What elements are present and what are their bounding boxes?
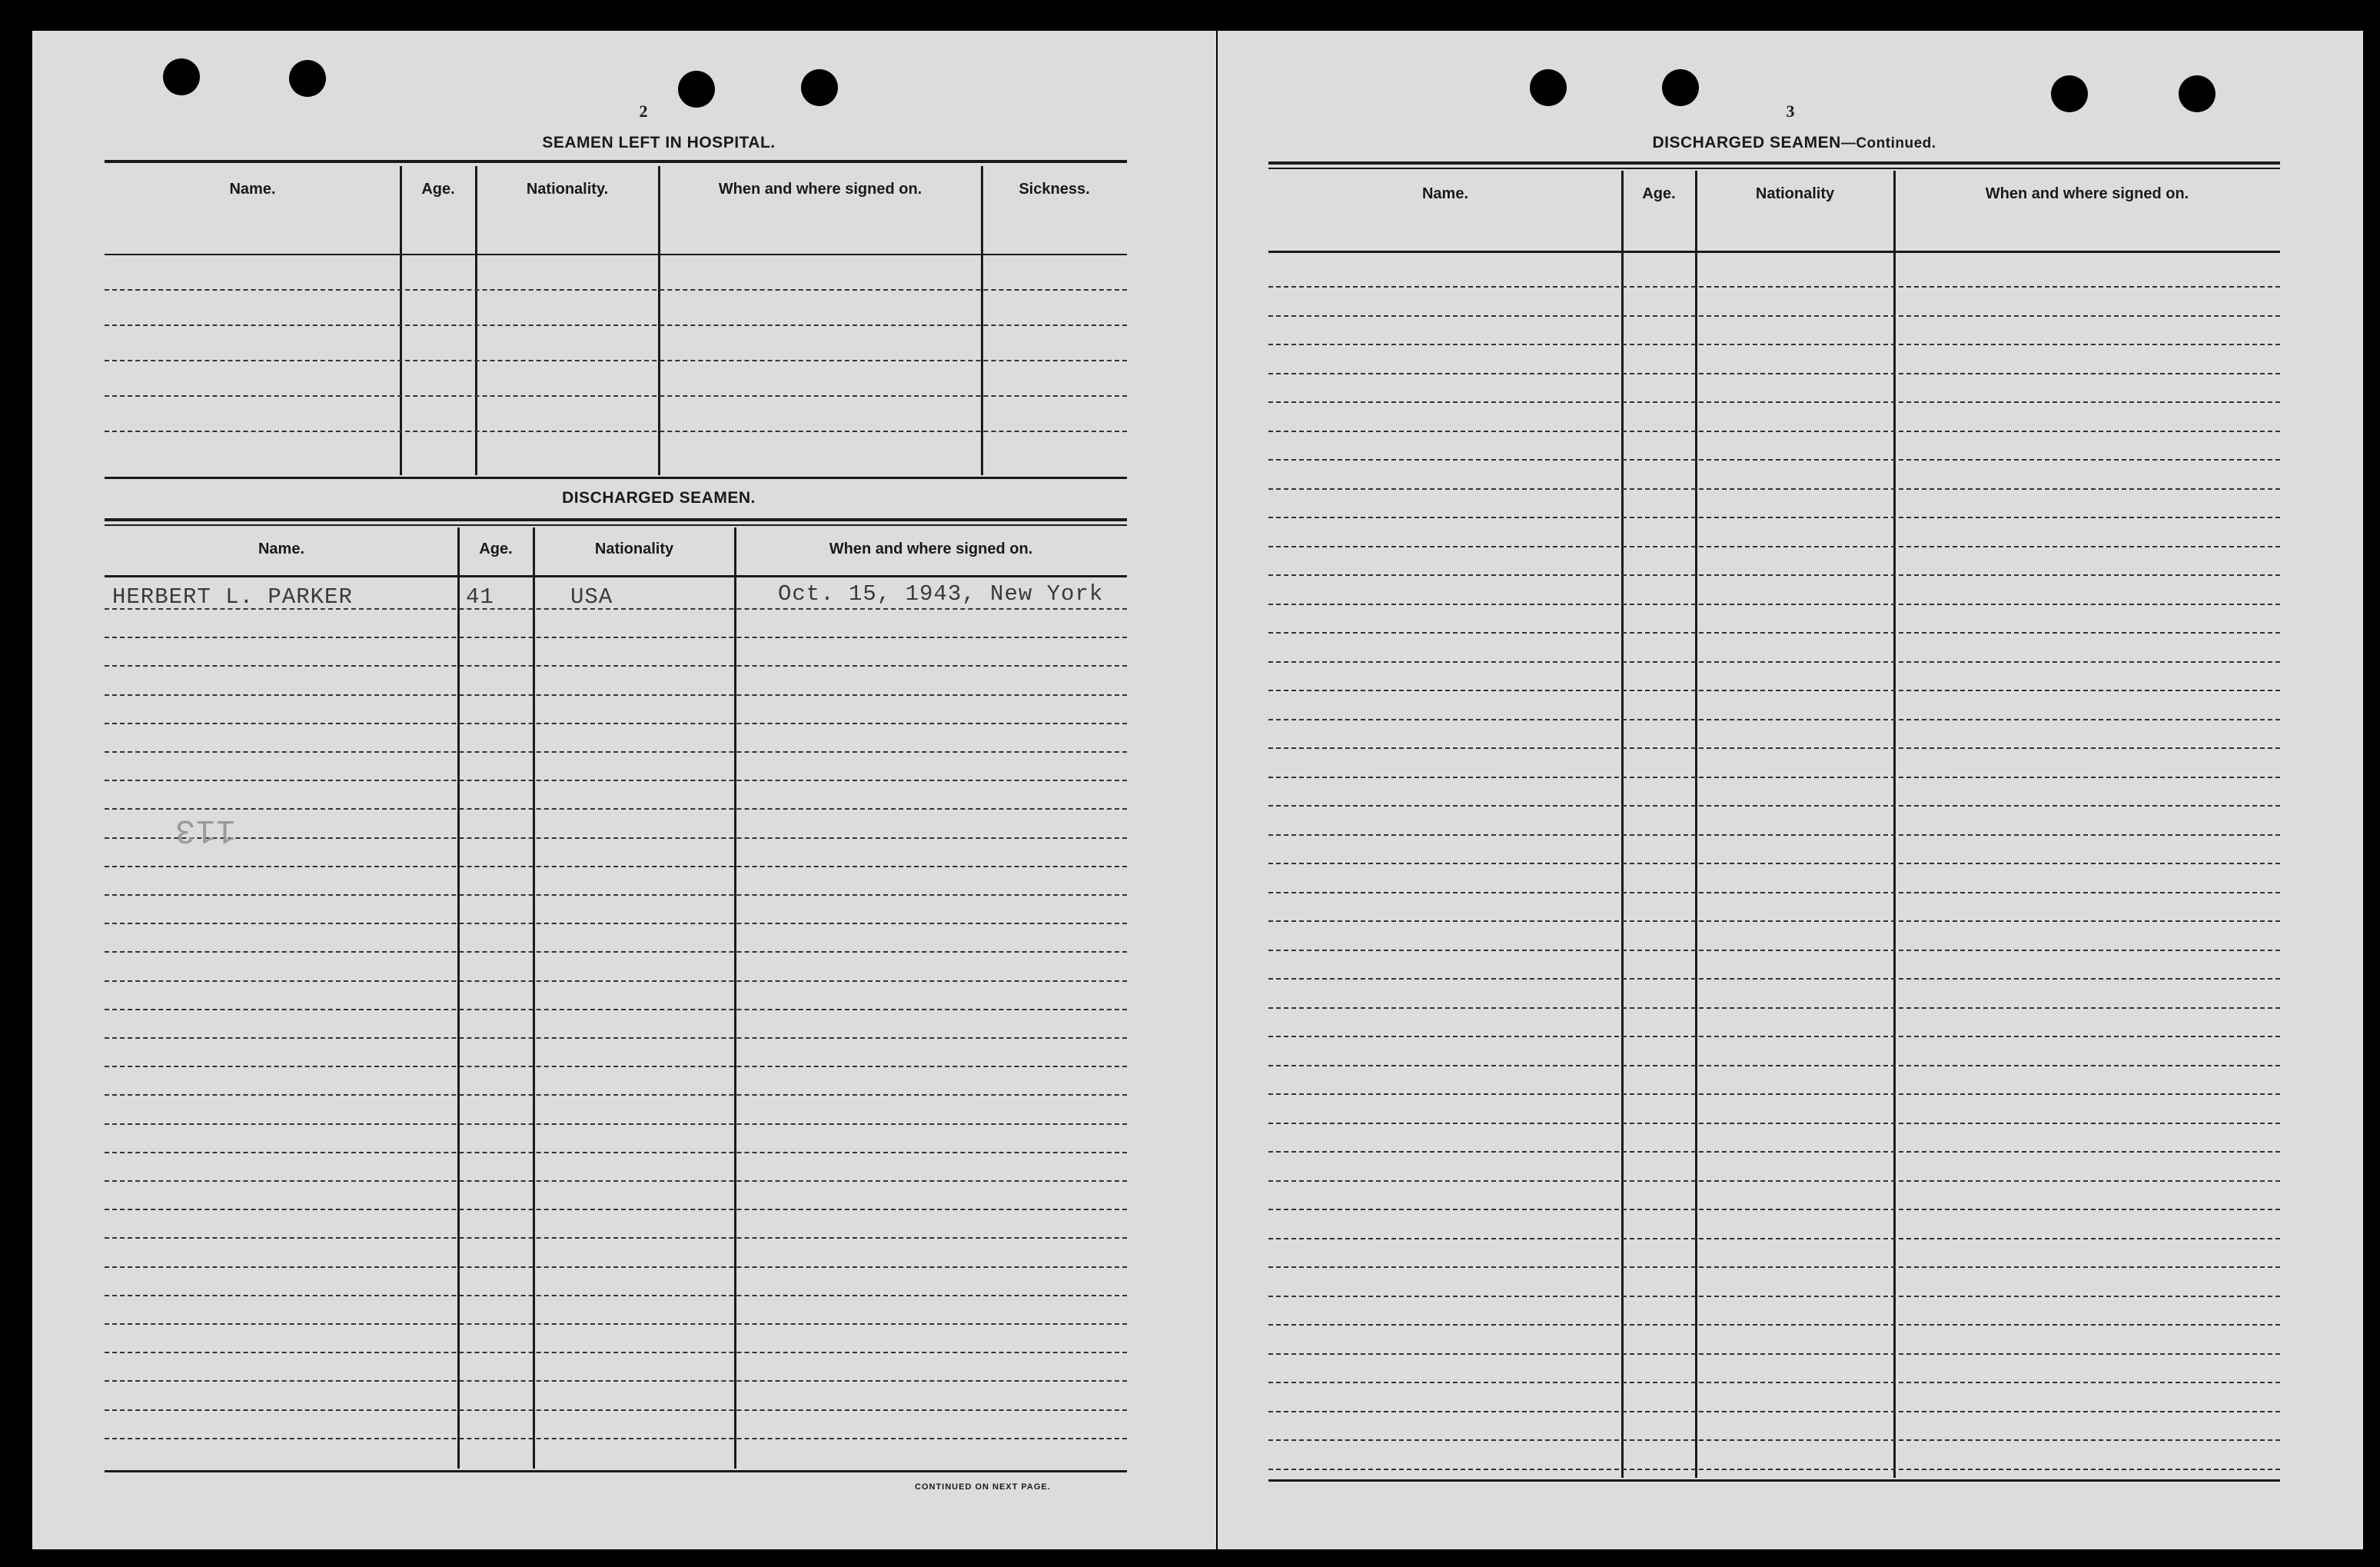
row-line bbox=[105, 289, 1127, 291]
cell-signed-on: Oct. 15, 1943, New York bbox=[778, 581, 1104, 607]
column-header-signed-on: When and where signed on. bbox=[718, 180, 922, 198]
row-line bbox=[105, 837, 1127, 839]
cell-nationality: USA bbox=[570, 584, 613, 610]
row-line bbox=[105, 980, 1127, 982]
row-line bbox=[1268, 373, 2280, 374]
row-line bbox=[1268, 690, 2280, 691]
column-divider bbox=[734, 527, 736, 1469]
bleed-through-mark: 113 bbox=[175, 810, 237, 849]
column-header-age: Age. bbox=[1642, 185, 1676, 202]
column-divider bbox=[457, 527, 460, 1469]
row-line bbox=[105, 1180, 1127, 1182]
punch-hole bbox=[1530, 69, 1567, 106]
continued-note: CONTINUED ON NEXT PAGE. bbox=[915, 1482, 1051, 1492]
row-line bbox=[105, 1009, 1127, 1010]
row-line bbox=[1268, 834, 2280, 836]
bottom-rule bbox=[105, 1470, 1127, 1472]
column-divider bbox=[1621, 171, 1624, 1478]
row-line bbox=[1268, 604, 2280, 605]
row-line bbox=[105, 808, 1127, 810]
row-line bbox=[1268, 286, 2280, 288]
top-rule bbox=[105, 518, 1127, 521]
column-divider bbox=[658, 166, 660, 475]
header-rule bbox=[105, 575, 1127, 577]
section-title-suffix: —Continued. bbox=[1840, 135, 1936, 151]
row-line bbox=[1268, 632, 2280, 634]
punch-hole bbox=[163, 58, 200, 95]
punch-hole bbox=[289, 60, 326, 97]
row-line bbox=[1268, 719, 2280, 720]
row-line bbox=[105, 923, 1127, 924]
row-line bbox=[1268, 661, 2280, 663]
section-title-text: DISCHARGED SEAMEN bbox=[1652, 134, 1841, 151]
column-divider bbox=[1893, 171, 1896, 1478]
row-line bbox=[1268, 315, 2280, 317]
bottom-rule bbox=[105, 477, 1127, 479]
punch-hole bbox=[1662, 69, 1699, 106]
row-line bbox=[1268, 1296, 2280, 1297]
column-header-age: Age. bbox=[479, 540, 513, 557]
row-line bbox=[105, 951, 1127, 953]
row-line bbox=[1268, 401, 2280, 403]
column-divider bbox=[400, 166, 402, 475]
row-line bbox=[1268, 488, 2280, 490]
bottom-rule bbox=[1268, 1479, 2280, 1482]
cell-name: HERBERT L. PARKER bbox=[112, 584, 353, 610]
row-line bbox=[105, 751, 1127, 753]
row-line bbox=[105, 723, 1127, 724]
row-line bbox=[105, 1295, 1127, 1296]
row-line bbox=[1268, 431, 2280, 432]
row-line bbox=[1268, 517, 2280, 518]
row-line bbox=[105, 360, 1127, 361]
row-line bbox=[105, 1438, 1127, 1439]
header-rule bbox=[1268, 251, 2280, 253]
column-header-name: Name. bbox=[229, 180, 276, 198]
page-number: 2 bbox=[639, 101, 648, 121]
row-line bbox=[1268, 863, 2280, 864]
row-line bbox=[105, 431, 1127, 432]
page-number: 3 bbox=[1786, 101, 1795, 121]
hospital-table-header bbox=[105, 166, 1127, 212]
row-line bbox=[1268, 344, 2280, 345]
left-page bbox=[32, 31, 1216, 1549]
row-line bbox=[1268, 574, 2280, 576]
section-title-discharged: DISCHARGED SEAMEN. bbox=[562, 489, 756, 507]
column-header-nationality: Nationality. bbox=[526, 180, 609, 198]
cell-age: 41 bbox=[466, 584, 494, 610]
row-line bbox=[1268, 1093, 2280, 1095]
row-line bbox=[1268, 805, 2280, 807]
row-line bbox=[105, 1409, 1127, 1411]
row-line bbox=[1268, 1324, 2280, 1326]
row-line bbox=[1268, 1065, 2280, 1066]
row-line bbox=[105, 1123, 1127, 1125]
row-line bbox=[105, 1066, 1127, 1067]
hospital-table bbox=[105, 166, 1127, 475]
column-header-name: Name. bbox=[258, 540, 305, 557]
row-line bbox=[1268, 892, 2280, 893]
row-line bbox=[1268, 1123, 2280, 1124]
row-line bbox=[1268, 1151, 2280, 1153]
row-line bbox=[1268, 950, 2280, 951]
discharged-table bbox=[105, 527, 1127, 1469]
top-rule bbox=[1268, 161, 2280, 165]
row-line bbox=[105, 780, 1127, 781]
row-line bbox=[105, 324, 1127, 326]
row-line bbox=[1268, 1209, 2280, 1210]
top-rule bbox=[105, 160, 1127, 163]
column-header-age: Age. bbox=[421, 180, 455, 198]
row-line bbox=[105, 1209, 1127, 1210]
row-line bbox=[1268, 1266, 2280, 1268]
row-line bbox=[1268, 920, 2280, 922]
column-header-nationality: Nationality bbox=[594, 540, 674, 557]
row-line bbox=[1268, 1180, 2280, 1182]
column-header-signed-on: When and where signed on. bbox=[1985, 185, 2189, 202]
section-title-hospital: SEAMEN LEFT IN HOSPITAL. bbox=[542, 134, 776, 151]
row-line bbox=[1268, 777, 2280, 778]
row-line bbox=[1268, 546, 2280, 547]
column-header-name: Name. bbox=[1421, 185, 1469, 202]
row-line bbox=[1268, 747, 2280, 749]
header-rule bbox=[105, 254, 1127, 255]
row-line bbox=[1268, 1411, 2280, 1412]
punch-hole bbox=[2179, 75, 2215, 112]
row-line bbox=[1268, 978, 2280, 980]
row-line bbox=[1268, 1036, 2280, 1037]
row-line bbox=[105, 1237, 1127, 1239]
row-line bbox=[105, 866, 1127, 867]
top-rule bbox=[105, 524, 1127, 526]
column-divider bbox=[475, 166, 477, 475]
right-page bbox=[1218, 31, 2363, 1549]
column-divider bbox=[981, 166, 983, 475]
column-header-signed-on: When and where signed on. bbox=[829, 540, 1033, 557]
column-divider bbox=[533, 527, 535, 1469]
row-line bbox=[105, 1152, 1127, 1153]
column-header-nationality: Nationality bbox=[1755, 185, 1835, 202]
row-line bbox=[1268, 1469, 2280, 1470]
row-line bbox=[105, 694, 1127, 696]
column-divider bbox=[1695, 171, 1697, 1478]
row-line bbox=[105, 637, 1127, 638]
row-line bbox=[105, 1352, 1127, 1353]
discharged-table-header bbox=[1268, 171, 2280, 217]
row-line bbox=[1268, 1353, 2280, 1355]
row-line bbox=[1268, 1382, 2280, 1383]
row-line bbox=[105, 665, 1127, 667]
row-line bbox=[105, 1037, 1127, 1039]
row-line bbox=[105, 1266, 1127, 1268]
row-line bbox=[105, 395, 1127, 397]
discharged-table-header bbox=[105, 527, 1127, 571]
row-line bbox=[105, 1380, 1127, 1382]
row-line bbox=[1268, 1238, 2280, 1239]
top-rule bbox=[1268, 168, 2280, 169]
section-title-discharged-continued bbox=[1410, 134, 2179, 152]
column-header-sickness: Sickness. bbox=[1019, 180, 1090, 198]
discharged-table-continued bbox=[1268, 171, 2280, 1478]
row-line bbox=[105, 1094, 1127, 1096]
punch-hole bbox=[2051, 75, 2088, 112]
row-line bbox=[105, 894, 1127, 896]
row-line bbox=[105, 1323, 1127, 1325]
punch-hole bbox=[801, 69, 838, 106]
row-line bbox=[1268, 1439, 2280, 1441]
row-line bbox=[105, 608, 1127, 610]
row-line bbox=[1268, 459, 2280, 461]
row-line bbox=[1268, 1007, 2280, 1009]
